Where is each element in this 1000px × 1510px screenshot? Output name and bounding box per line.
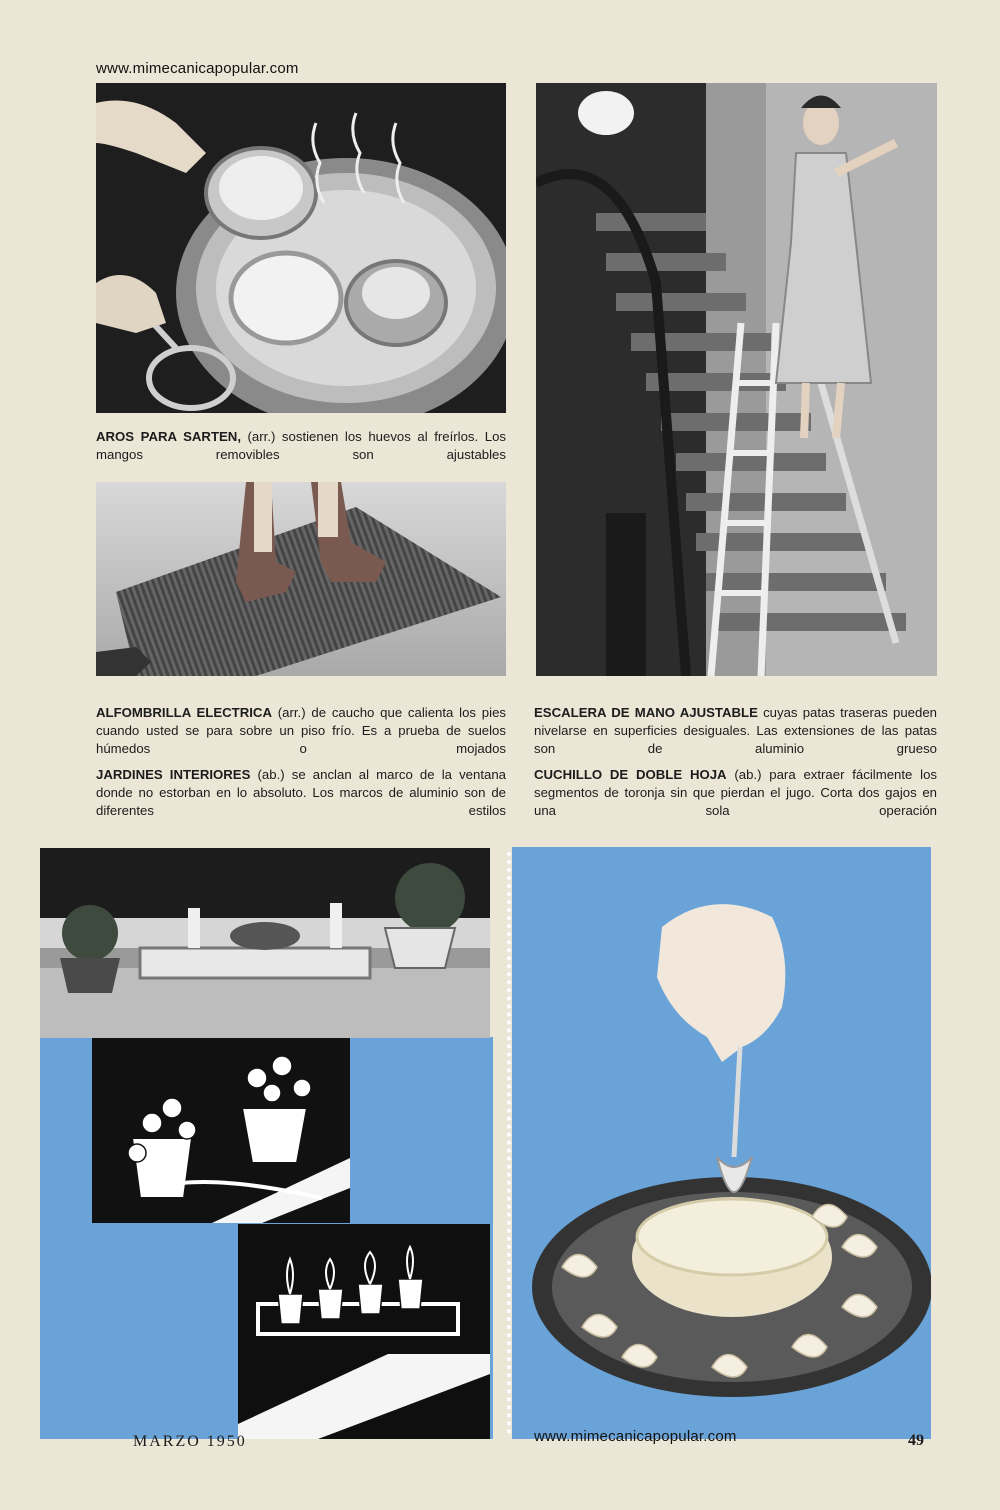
caption-aros-para-sarten [96, 428, 506, 464]
window-garden-illustration [40, 848, 490, 1038]
grapefruit-knife-illustration [512, 847, 931, 1439]
small-pots-illustration [238, 1224, 490, 1439]
caption-body: (arr.) de caucho que calienta los pies cuando usted se para sobre un piso frío. Es a prueba de suelos húmedos o mojados [96, 705, 507, 756]
photo-window-garden [40, 848, 490, 1038]
caption-escalera-de-mano [534, 704, 937, 758]
caption-jardines-interiores [96, 766, 506, 820]
dotted-divider [507, 852, 511, 1434]
caption-lead: AROS PARA SARTEN, [96, 429, 241, 444]
caption-lead: ALFOMBRILLA ELECTRICA [96, 705, 272, 720]
caption-body: cuyas patas traseras pueden nivelarse en superficies desiguales. Las extensiones de las patas son de aluminio grueso [534, 705, 937, 756]
photo-adjustable-ladder [536, 83, 937, 676]
frying-pan-illustration [96, 83, 506, 413]
caption-alfombrilla-electrica [96, 704, 506, 758]
caption-body: (ab.) para extraer fácilmente los segmentos de toronja sin que pierdan el jugo. Corta dos gajos en una sola operación [534, 767, 938, 818]
drawing-small-pots-rack [238, 1224, 490, 1439]
photo-electric-mat [96, 482, 506, 676]
site-url-footer[interactable]: www.mimecanicapopular.com [534, 1428, 737, 1445]
site-url-header[interactable]: www.mimecanicapopular.com [96, 60, 299, 77]
flower-pots-illustration [92, 1038, 350, 1223]
caption-body: (ab.) se anclan al marco de la ventana donde no estorban en lo absoluto. Los marcos de aluminio son de diferentes estilos [96, 767, 506, 818]
drawing-flower-pots-bracket [92, 1038, 350, 1223]
caption-lead: ESCALERA DE MANO AJUSTABLE [534, 705, 758, 720]
photo-grapefruit-knife [512, 847, 931, 1439]
ladder-illustration [536, 83, 937, 676]
electric-mat-illustration [96, 482, 506, 676]
caption-lead: JARDINES INTERIORES [96, 767, 251, 782]
photo-frying-pan-rings [96, 83, 506, 413]
issue-date: MARZO 1950 [133, 1433, 247, 1450]
caption-body: (arr.) sostienen los huevos al freírlos. Los mangos removibles son ajustables [96, 429, 506, 462]
page-number: 49 [908, 1432, 924, 1449]
caption-lead: CUCHILLO DE DOBLE HOJA [534, 767, 727, 782]
caption-cuchillo-doble-hoja [534, 766, 937, 820]
